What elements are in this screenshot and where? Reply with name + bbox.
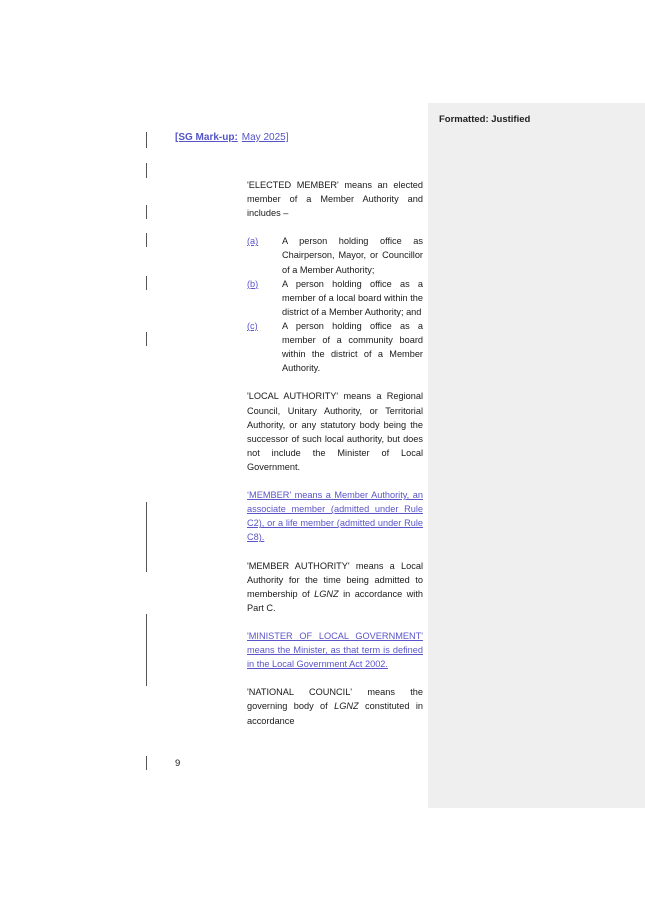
change-bar xyxy=(146,132,147,148)
change-bar xyxy=(146,502,147,572)
elected-member-list xyxy=(247,234,423,375)
list-item xyxy=(247,234,423,276)
document-body xyxy=(247,178,423,742)
header-date: May 2025] xyxy=(241,132,289,143)
change-bar xyxy=(146,205,147,219)
list-item-label: (a) xyxy=(247,236,259,247)
text-run-italic: LGNZ xyxy=(314,588,339,599)
comment-balloon: Formatted: Justified xyxy=(439,114,531,125)
list-item-text: A person holding office as Chairperson, Mayor, or Councillor of a Member Authority; xyxy=(282,236,423,275)
text-run-italic: LGNZ xyxy=(334,701,359,712)
text-run: constituted in accordance xyxy=(247,701,423,726)
text-run: 'MEMBER AUTHORITY' means a Local Authority for the time being admitted to membership of xyxy=(247,560,423,599)
list-item-label: (c) xyxy=(247,320,258,331)
list-item xyxy=(247,319,423,375)
list-item-text: A person holding office as a member of a community board within the district of a Member Authority. xyxy=(282,320,423,374)
definition-elected-member: 'ELECTED MEMBER' means an elected member of a Member Authority and includes – xyxy=(247,180,423,219)
definition-member-authority xyxy=(247,559,423,615)
list-item xyxy=(247,277,423,319)
change-bar xyxy=(146,332,147,346)
change-bar xyxy=(146,163,147,178)
page-header xyxy=(175,132,288,143)
change-bar xyxy=(146,276,147,290)
list-item-text: A person holding office as a member of a local board within the district of a Member Authority; and xyxy=(282,278,423,317)
list-item-label: (b) xyxy=(247,278,259,289)
definition-member-inserted: ‘MEMBER’ means a Member Authority, an associate member (admitted under Rule C2), or a life member (admitted under Rule C8). xyxy=(247,490,423,543)
change-bar xyxy=(146,614,147,686)
definition-local-authority: 'LOCAL AUTHORITY' means a Regional Council, Unitary Authority, or Territorial Authority, or any statutory body being the successor of such local authority, but does not include the Minister of Local Government. xyxy=(247,391,423,472)
page-number: 9 xyxy=(175,758,181,769)
change-bar xyxy=(146,233,147,247)
definition-national-council xyxy=(247,685,423,727)
change-bar xyxy=(146,756,147,770)
comment-pane xyxy=(428,103,645,808)
text-run: 'NATIONAL COUNCIL' means the governing body of xyxy=(247,687,423,712)
definition-minister-inserted: 'MINISTER OF LOCAL GOVERNMENT' means the Minister, as that term is defined in the Local Government Act 2002. xyxy=(247,631,423,670)
text-run: in accordance with Part C. xyxy=(247,588,423,613)
header-tag: [SG Mark-up: xyxy=(175,132,238,143)
